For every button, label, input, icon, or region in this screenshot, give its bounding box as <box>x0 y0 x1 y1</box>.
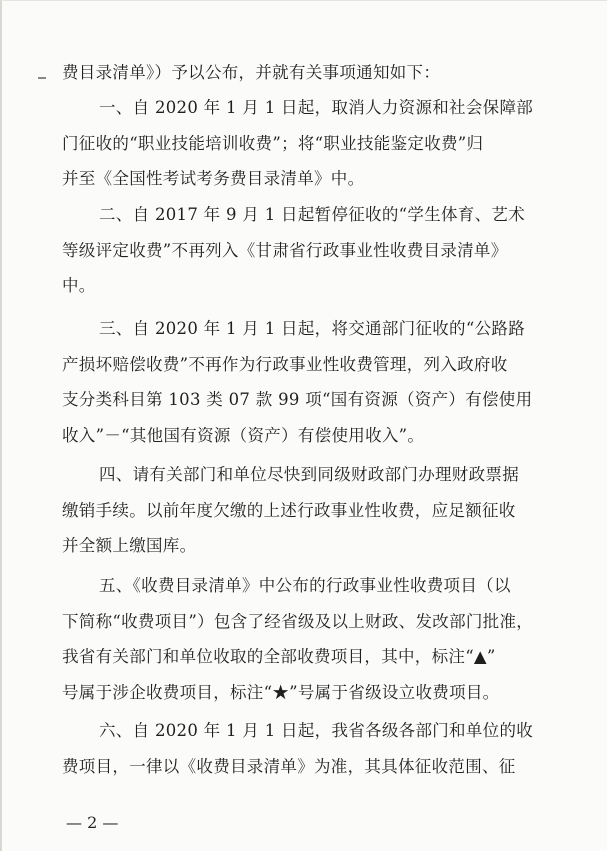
paragraph-intro-continued <box>2 55 607 91</box>
text-line: 费目录清单》）予以公布，并就有关事项通知如下： <box>62 63 441 82</box>
text-line: 号属于涉企收费项目，标注“★”号属于省级设立收费项目。 <box>62 682 500 702</box>
text-line: 并至《全国性考试考务费目录清单》中。 <box>62 169 365 189</box>
text-line: 二、自 2017 年 9 月 1 日起暂停征收的“学生体育、艺术 <box>99 205 525 224</box>
text-line: 费项目，一律以《收费目录清单》为准，其具体征收范围、征 <box>62 756 516 776</box>
text-line: 一、自 2020 年 1 月 1 日起，取消人力资源和社会保障部 <box>99 98 534 117</box>
paragraph-item-3 <box>2 311 607 453</box>
text-line: 产损坏赔偿收费”不再作为行政事业性收费管理，列入政府收 <box>62 354 508 374</box>
paragraph-item-5 <box>2 568 607 710</box>
text-line: 等级评定收费”不再列入《甘肃省行政事业性收费目录清单》 <box>62 240 508 260</box>
paragraph-item-6 <box>2 713 607 784</box>
text-line: 缴销手续。以前年度欠缴的上述行政事业性收费，应足额征收 <box>62 500 516 520</box>
text-line: 中。 <box>62 276 96 296</box>
text-line: 我省有关部门和单位收取的全部收费项目，其中，标注“▲” <box>62 647 496 667</box>
text-line: 五、《收费目录清单》中公布的行政事业性收费项目（以 <box>99 576 511 595</box>
paragraph-item-2 <box>2 197 607 304</box>
text-line: 六、自 2020 年 1 月 1 日起，我省各级各部门和单位的收 <box>99 721 534 740</box>
text-line: 支分类科目第 103 类 07 款 99 项“国有资源（资产）有偿使用 <box>62 390 533 410</box>
text-line: 收入”－“其他国有资源（资产）有偿使用收入”。 <box>62 425 425 445</box>
text-line: 门征收的“职业技能培训收费”；将“职业技能鉴定收费”归 <box>62 133 484 153</box>
paragraph-item-4 <box>2 457 607 564</box>
paragraph-item-1 <box>2 90 607 197</box>
text-line: 四、请有关部门和单位尽快到同级财政部门办理财政票据 <box>99 465 519 484</box>
text-line: 三、自 2020 年 1 月 1 日起，将交通部门征收的“公路路 <box>99 319 525 338</box>
text-line: 下简称“收费项目”）包含了经省级及以上财政、发改部门批准， <box>62 611 534 631</box>
page-number: — 2 — <box>66 813 119 832</box>
text-line: 并全额上缴国库。 <box>62 536 197 556</box>
